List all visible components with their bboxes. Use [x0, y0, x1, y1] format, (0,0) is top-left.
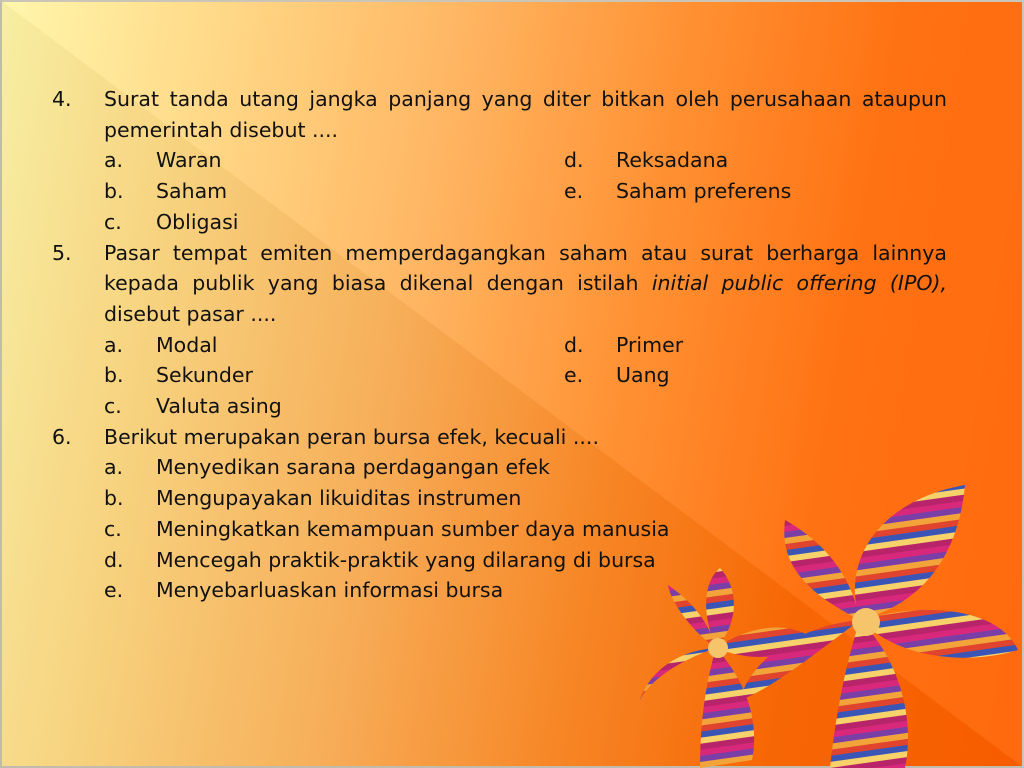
option-b: [104, 176, 564, 207]
question-number: 6.: [52, 424, 72, 449]
option-text: Obligasi: [156, 209, 239, 234]
option-text: Reksadana: [616, 148, 729, 173]
option-a: [104, 452, 947, 483]
option-letter: a.: [104, 455, 124, 480]
question-number: 4.: [52, 87, 72, 111]
option-letter: b.: [104, 486, 124, 511]
option-letter: d.: [564, 148, 584, 173]
answer-options: [104, 330, 947, 422]
option-text: Mencegah praktik-praktik yang dilarang di bursa: [156, 547, 656, 572]
option-text: Saham preferens: [616, 179, 792, 204]
option-text: Meningkatkan kemampuan sumber daya manusia: [156, 516, 670, 541]
question-text: [104, 238, 947, 330]
option-letter: c.: [104, 209, 122, 234]
option-text: Uang: [616, 363, 670, 388]
option-b: [104, 483, 947, 514]
option-b: [104, 360, 564, 391]
option-e: [564, 176, 947, 207]
option-text: Saham: [156, 179, 228, 204]
option-d: [104, 545, 947, 576]
question-text-end: disebut pasar ....: [104, 301, 277, 326]
option-text: Menyebarluaskan informasi bursa: [156, 578, 504, 603]
option-letter: e.: [564, 179, 584, 204]
question-text: Berikut merupakan peran bursa efek, kecuali ....: [104, 424, 599, 449]
option-letter: a.: [104, 332, 124, 357]
option-e: [104, 575, 947, 606]
option-letter: b.: [104, 179, 124, 204]
option-c: [104, 514, 947, 545]
option-text: Valuta asing: [156, 394, 282, 419]
option-e: [564, 360, 947, 391]
option-c: [104, 207, 564, 238]
question-number: 5.: [52, 240, 72, 265]
option-letter: e.: [104, 578, 124, 603]
option-letter: a.: [104, 148, 124, 173]
option-c: [104, 391, 564, 422]
option-a: [104, 145, 564, 176]
question-text-italic-term: initial public offering (IPO),: [651, 271, 947, 296]
option-d: [564, 145, 947, 176]
question-list: [52, 84, 947, 606]
option-letter: c.: [104, 394, 122, 419]
option-text: Primer: [616, 332, 684, 357]
option-text: Mengupayakan likuiditas instrumen: [156, 486, 522, 511]
question-text: Surat tanda utang jangka panjang yang diter bitkan oleh perusahaan ataupun pemerintah disebut ....: [104, 87, 947, 142]
question-4: [52, 84, 947, 238]
option-letter: e.: [564, 363, 584, 388]
option-letter: d.: [104, 547, 124, 572]
question-5: [52, 238, 947, 422]
option-letter: b.: [104, 363, 124, 388]
option-text: Menyedikan sarana perdagangan efek: [156, 455, 550, 480]
question-6: [52, 422, 947, 606]
option-letter: d.: [564, 332, 584, 357]
option-text: Modal: [156, 332, 218, 357]
option-text: Waran: [156, 148, 222, 173]
answer-options: [104, 452, 947, 606]
option-d: [564, 330, 947, 361]
option-a: [104, 330, 564, 361]
option-text: Sekunder: [156, 363, 253, 388]
answer-options: [104, 145, 947, 237]
option-letter: c.: [104, 516, 122, 541]
question-text-start: Pasar tempat emiten memperdagangkan saham atau surat berharga lainnya kepada publik yang biasa dikenal dengan istilah: [104, 240, 947, 296]
